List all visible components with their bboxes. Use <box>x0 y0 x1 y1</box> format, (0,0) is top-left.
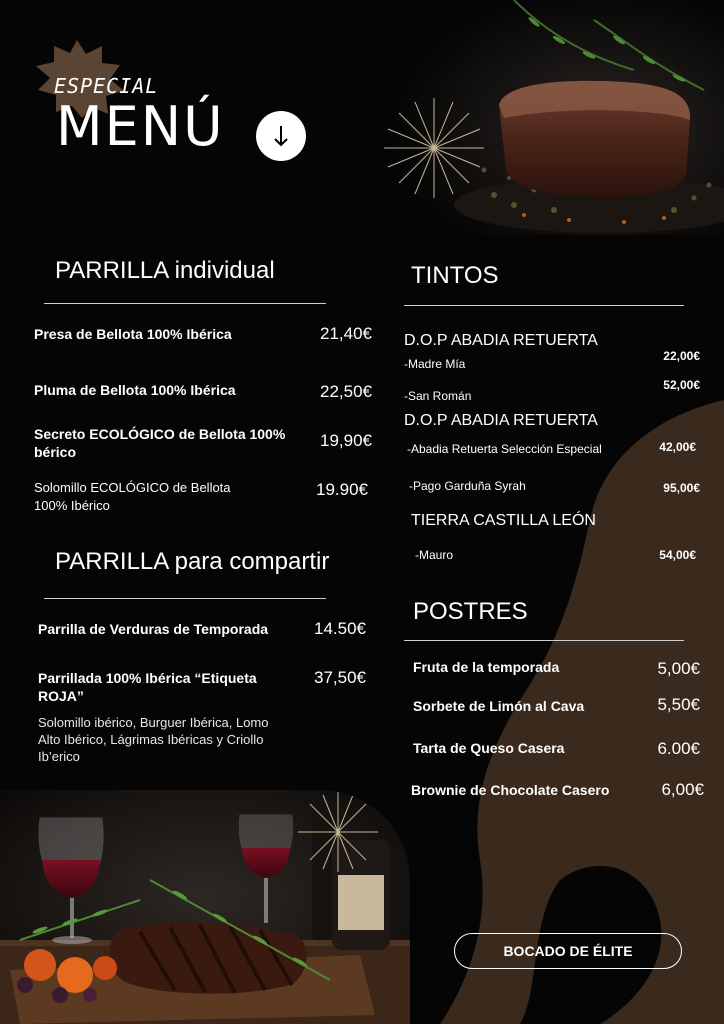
section-title-parrilla-compartir: PARRILLA para compartir <box>55 548 330 575</box>
page-title: MENÚ <box>56 95 225 158</box>
dessert-name: Brownie de Chocolate Casero <box>411 782 610 798</box>
section-title-postres: POSTRES <box>413 598 528 625</box>
section-divider <box>404 305 684 306</box>
bocado-de-elite-button[interactable]: BOCADO DE ÉLITE <box>454 933 682 969</box>
menu-item-name: Solomillo ECOLÓGICO de Bellota 100% Ibérico <box>34 480 231 513</box>
wine-group-title: D.O.P ABADIA RETUERTA <box>404 332 598 349</box>
menu-item-name: Pluma de Bellota 100% Ibérica <box>34 382 236 398</box>
arrow-down-icon <box>269 123 293 149</box>
wine-name: -Madre Mía <box>404 357 466 371</box>
arrow-down-button[interactable] <box>256 111 306 161</box>
dessert-price: 5,50€ <box>657 695 700 714</box>
dessert-name: Sorbete de Limón al Cava <box>413 698 585 714</box>
menu-item-description: Solomillo ibérico, Burguer Ibérica, Lomo Alto Ibérico, Lágrimas Ibéricas y Criollo Ib’erico <box>38 715 269 764</box>
dessert-price: 6,00€ <box>661 780 704 799</box>
menu-item-name: Parrillada 100% Ibérica “Etiqueta ROJA” <box>38 670 257 704</box>
especial-badge-text: ESPECIAL <box>54 74 159 98</box>
steak-photo-top <box>374 0 724 235</box>
section-title-tintos: TINTOS <box>411 262 499 289</box>
dessert-name: Fruta de la temporada <box>413 659 560 675</box>
menu-item-price: 21,40€ <box>320 324 372 343</box>
wine-name: -Mauro <box>415 548 454 562</box>
section-divider <box>44 598 326 599</box>
wine-price: 22,00€ <box>663 349 700 363</box>
menu-item-price: 19,90€ <box>320 431 372 450</box>
wine-group-title: D.O.P ABADIA RETUERTA <box>404 412 598 429</box>
menu-item-price: 19.90€ <box>316 480 368 499</box>
wine-group-title: TIERRA CASTILLA LEÓN <box>411 512 596 529</box>
menu-item-price: 14.50€ <box>314 619 366 638</box>
wine-name: -Abadia Retuerta Selección Especial <box>407 442 602 456</box>
dessert-name: Tarta de Queso Casera <box>413 740 565 756</box>
dessert-price: 5,00€ <box>657 659 700 678</box>
menu-item-price: 22,50€ <box>320 382 372 401</box>
wine-name: -San Román <box>404 389 472 403</box>
section-divider <box>44 303 326 304</box>
steak-photo-bottom <box>0 790 410 1024</box>
dessert-price: 6.00€ <box>657 739 700 758</box>
menu-item-name: Presa de Bellota 100% Ibérica <box>34 326 232 342</box>
section-divider <box>404 640 684 641</box>
wine-price: 95,00€ <box>663 481 700 495</box>
menu-item-name: Parrilla de Verduras de Temporada <box>38 621 269 637</box>
menu-item-price: 37,50€ <box>314 668 366 687</box>
menu-item-name: Secreto ECOLÓGICO de Bellota 100% bérico <box>34 426 286 460</box>
wine-name: -Pago Garduña Syrah <box>409 479 526 493</box>
wine-price: 52,00€ <box>663 378 700 392</box>
wine-price: 42,00€ <box>659 440 696 454</box>
section-title-parrilla-individual: PARRILLA individual <box>55 257 275 284</box>
wine-price: 54,00€ <box>659 548 696 562</box>
